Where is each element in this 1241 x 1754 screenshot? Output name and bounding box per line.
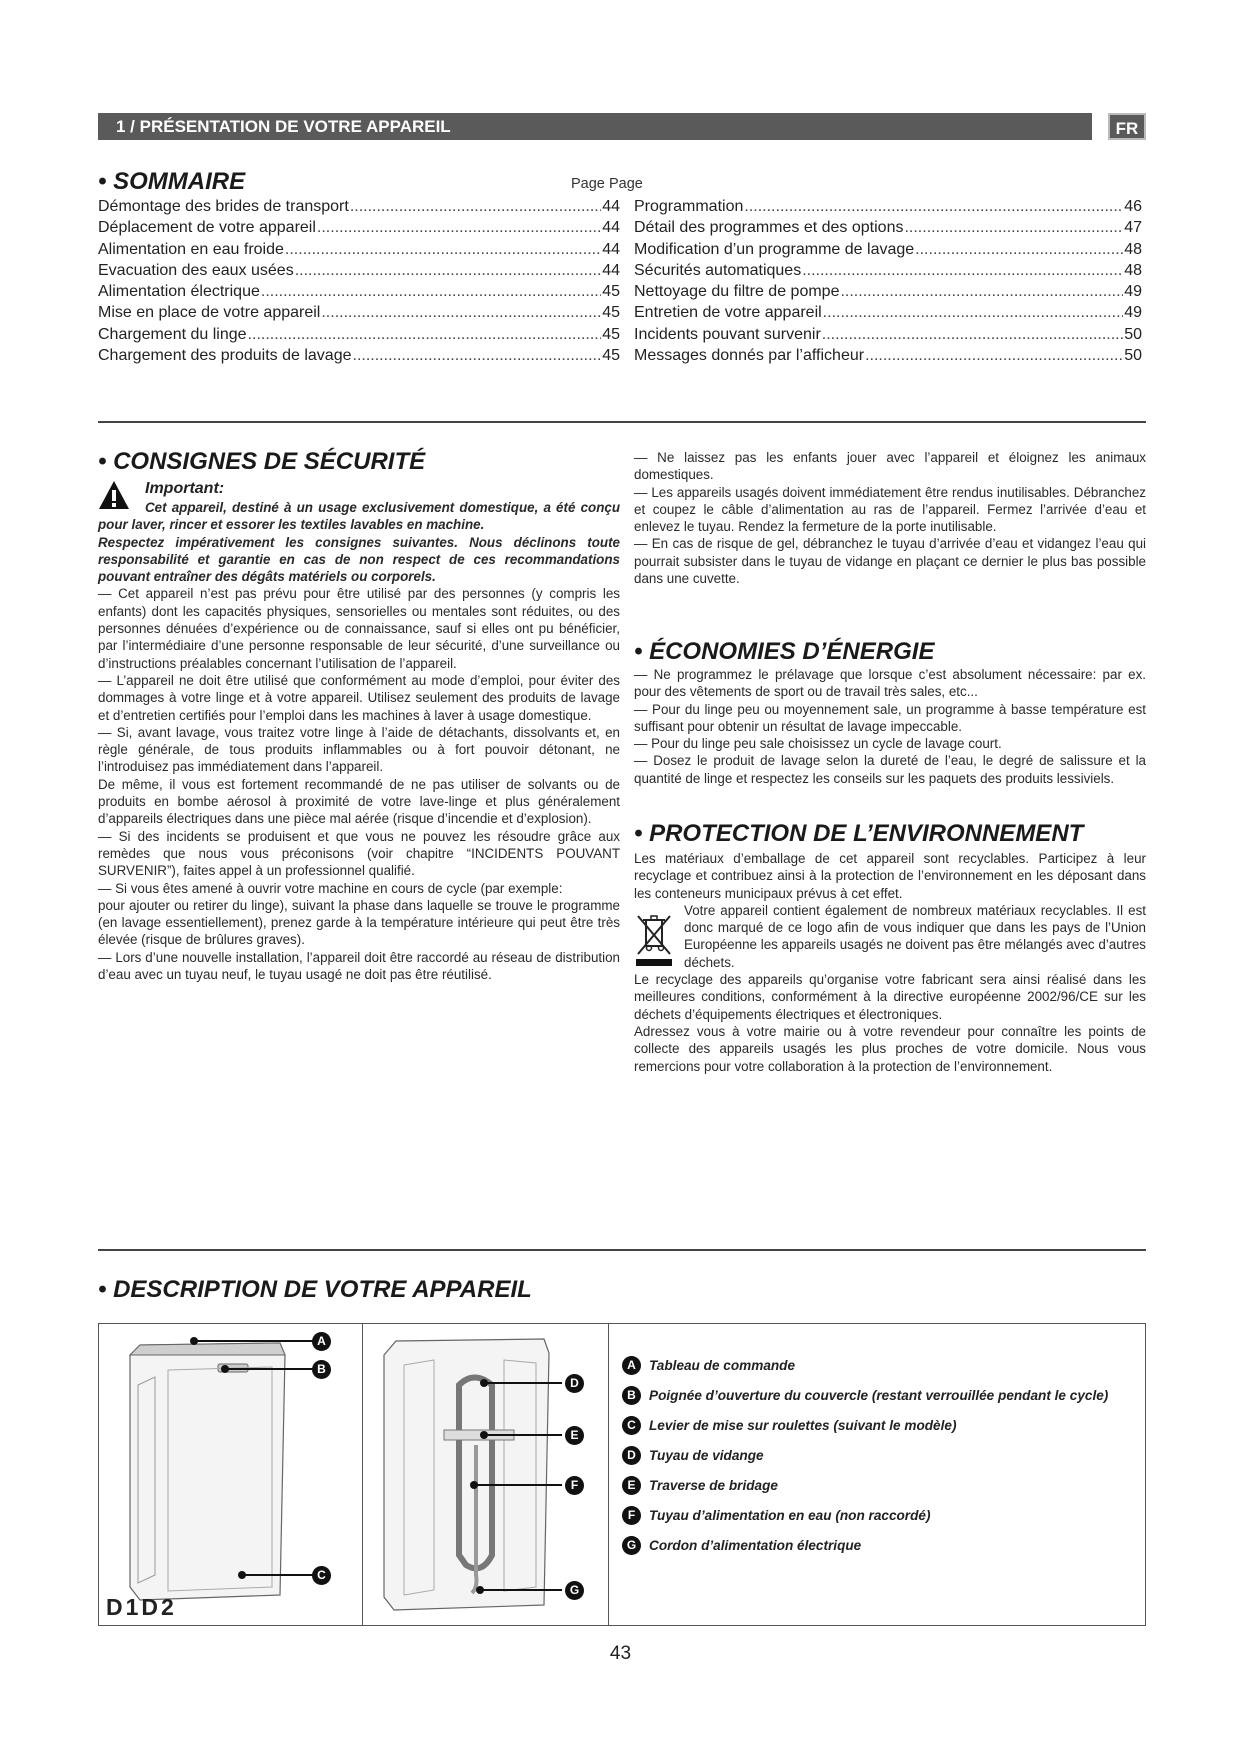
important-text: Cet appareil, destiné à un usage exclusivement domestique, a été conçu pour laver, rincer et essorer les textiles lavables en machine. xyxy=(98,500,620,533)
paragraph: — Ne laissez pas les enfants jouer avec l’appareil et éloignez les animaux domestiques. xyxy=(634,450,1146,483)
legend-item: A Tableau de commande xyxy=(622,1350,1108,1380)
paragraph: — Cet appareil n’est pas prévu pour être utilisé par des personnes (y compris les enfants) dont les capacités physiques, sensorielles ou mentales sont réduites, ou des personnes dénuées d’expérience ou de connaissance, sauf si elles ont pu bénéficier, par l’intermédiaire d’une personne responsable de leur sécurité, d’une surveillance ou d’instructions préalables concernant l’utilisation de l’appareil. xyxy=(98,586,620,671)
paragraph: Le recyclage des appareils qu’organise votre fabricant sera ainsi réalisé dans les meilleures conditions, conformément à la directive européenne 2002/96/CE sur les déchets d’équipements électriques et électroniques. xyxy=(634,972,1146,1022)
toc-right xyxy=(634,196,1142,366)
frame-divider xyxy=(362,1323,363,1626)
paragraph: Les matériaux d’emballage de cet appareil sont recyclables. Participez à leur recyclage et contribuez ainsi à la protection de l’environnement en les déposant dans les conteneurs municipaux prévus à cet effet. xyxy=(634,851,1146,901)
callout-badge-c: C xyxy=(312,1566,331,1585)
page-column-label-left: Page xyxy=(571,176,605,192)
paragraph: — Les appareils usagés doivent immédiatement être rendus inutilisables. Débranchez et coupez le câble d’alimentation au ras de l’appareil. Fermez l’arrivée d’eau et enlevez le tuyau. Rendez la fermeture de la porte inutilisable. xyxy=(634,484,1146,535)
toc-entry[interactable]: Chargement des produits de lavage ..... 45 xyxy=(98,345,620,366)
paragraph: — Pour du linge peu sale choisissez un cycle de lavage court. xyxy=(634,736,1002,752)
legend-item: C Levier de mise sur roulettes (suivant le modèle) xyxy=(622,1410,1108,1440)
legend-item: F Tuyau d’alimentation en eau (non raccordé) xyxy=(622,1500,1108,1530)
toc-entry[interactable]: Chargement du linge ..... 45 xyxy=(98,324,620,345)
toc-entry[interactable]: Détail des programmes et des options ..... 47 xyxy=(634,217,1142,238)
securite-right-column xyxy=(634,449,1146,587)
legend-item: D Tuyau de vidange xyxy=(622,1440,1108,1470)
securite-title: • CONSIGNES DE SÉCURITÉ xyxy=(98,448,426,475)
divider xyxy=(98,1249,1146,1251)
paragraph: — Dosez le produit de lavage selon la dureté de l’eau, le degré de salissure et la quantité de linge et respectez les conseils sur les paquets des produits lessiviels. xyxy=(634,753,1146,786)
frame-divider xyxy=(608,1323,609,1626)
toc-entry[interactable]: Entretien de votre appareil ..... 49 xyxy=(634,302,1142,323)
environnement-column xyxy=(634,850,1146,1075)
page-column-label-right: Page xyxy=(609,176,643,192)
paragraph: Adressez vous à votre mairie ou à votre revendeur pour connaître les points de collecte des appareils usagés les plus proches de votre domicile. Nous vous remercions pour votre collaboration à la protection de l’environnement. xyxy=(634,1023,1146,1074)
description-title: • DESCRIPTION DE VOTRE APPAREIL xyxy=(98,1276,532,1303)
sommaire-title: • SOMMAIRE xyxy=(98,168,246,195)
parts-legend xyxy=(622,1350,1108,1560)
callout-badge-d: D xyxy=(565,1374,584,1393)
paragraph: — Pour du linge peu ou moyennement sale, un programme à basse température est suffisant pour obtenir un résultat de lavage impeccable. xyxy=(634,701,1146,734)
paragraph: — En cas de risque de gel, débranchez le tuyau d’arrivée d’eau et vidangez l’eau qui pourrait subsister dans le tuyau de vidange en plaçant ce dernier le plus bas possible dans une cuvette. xyxy=(634,536,1146,587)
paragraph: — Ne programmez le prélavage que lorsque c’est absolument nécessaire: par ex. pour des vêtements de sport ou de travail très sales, etc... xyxy=(634,667,1146,700)
callout-badge-e: E xyxy=(565,1426,584,1445)
paragraph: De même, il vous est fortement recommandé de ne pas utiliser de solvants ou de produits en bombe aérosol à proximité de votre lave-linge et plus généralement d’appareils électriques dans une pièce mal aérée (risque d’incendie et d’explosion). xyxy=(98,776,620,827)
section-header-bar xyxy=(98,113,1092,140)
toc-entry[interactable]: Messages donnés par l’afficheur ..... 50 xyxy=(634,345,1142,366)
energie-title: • ÉCONOMIES D’ÉNERGIE xyxy=(634,638,935,665)
toc-entry[interactable]: Nettoyage du filtre de pompe ..... 49 xyxy=(634,281,1142,302)
paragraph: — Si des incidents se produisent et que vous ne pouvez les résoudre grâce aux remèdes que nous vous préconisons (voir chapitre “INCIDENTS POUVANT SURVENIR”), faites appel à un professionnel qualifié. xyxy=(98,828,620,879)
callout-badge-g: G xyxy=(565,1581,584,1600)
environnement-title: • PROTECTION DE L’ENVIRONNEMENT xyxy=(634,820,1084,847)
toc-entry[interactable]: Sécurités automatiques ..... 48 xyxy=(634,260,1142,281)
paragraph: — L’appareil ne doit être utilisé que conformément au mode d’emploi, pour éviter des dommages à votre linge et à votre appareil. Utilisez seulement des produits de lavage et d’entretien certifiés pour l’emploi dans les machines à laver à usage domestique. xyxy=(98,672,620,723)
callout-badge-f: F xyxy=(565,1476,584,1495)
toc-entry[interactable]: Evacuation des eaux usées ..... 44 xyxy=(98,260,620,281)
important-text-2: Respectez impérativement les consignes suivantes. Nous déclinons toute responsabilité et garantie en cas de non respect de ces recommandations pouvant entraîner des dégâts matériels ou corporels. xyxy=(98,534,620,585)
model-label: D1D2 xyxy=(106,1594,177,1620)
crossed-bin-icon xyxy=(634,912,674,968)
legend-item: G Cordon d’alimentation électrique xyxy=(622,1530,1108,1560)
energie-column xyxy=(634,666,1146,787)
toc-entry[interactable]: Alimentation électrique ..... 45 xyxy=(98,281,620,302)
page-number: 43 xyxy=(609,1643,632,1664)
paragraph: — Si vous êtes amené à ouvrir votre machine en cours de cycle (par exemple: xyxy=(98,880,563,896)
paragraph: — Lors d’une nouvelle installation, l’appareil doit être raccordé au réseau de distribution d’eau avec un tuyau neuf, le tuyau usagé ne doit pas être réutilisé. xyxy=(98,949,620,983)
language-badge: FR xyxy=(1108,113,1146,140)
toc-entry[interactable]: Programmation ..... 46 xyxy=(634,196,1142,217)
paragraph: pour ajouter ou retirer du linge), suivant la phase dans laquelle se trouve le programme (en lavage essentiellement), prenez garde à la température intérieure qui peut être très élevée (risque de brûlures graves). xyxy=(98,897,620,948)
toc-entry[interactable]: Modification d’un programme de lavage ..... 48 xyxy=(634,239,1142,260)
toc-entry[interactable]: Incidents pouvant survenir ..... 50 xyxy=(634,324,1142,345)
toc-entry[interactable]: Démontage des brides de transport ..... 44 xyxy=(98,196,620,217)
toc-entry[interactable]: Déplacement de votre appareil ..... 44 xyxy=(98,217,620,238)
toc-entry[interactable]: Alimentation en eau froide ..... 44 xyxy=(98,239,620,260)
securite-left-column xyxy=(98,499,620,983)
paragraph: — Si, avant lavage, vous traitez votre linge à l’aide de détachants, dissolvants et, en règle générale, de tous produits inflammables ou à fort pouvoir détonant, ne l’introduisez pas immédiatement dans l’appareil. xyxy=(98,724,620,775)
toc-left xyxy=(98,196,620,366)
divider xyxy=(98,421,1146,423)
legend-item: B Poignée d’ouverture du couvercle (restant verrouillée pendant le cycle) xyxy=(622,1380,1108,1410)
toc-entry[interactable]: Mise en place de votre appareil ..... 45 xyxy=(98,302,620,323)
important-title: Important: xyxy=(145,480,225,497)
section-header-title: 1 / PRÉSENTATION DE VOTRE APPAREIL xyxy=(116,117,451,136)
legend-item: E Traverse de bridage xyxy=(622,1470,1108,1500)
washer-rear-illustration xyxy=(364,1325,606,1624)
callout-badge-b: B xyxy=(312,1360,331,1379)
paragraph: Votre appareil contient également de nombreux matériaux recyclables. Il est donc marqué de ce logo afin de vous indiquer que dans les pays de l’Union Européenne les appareils usagés ne doivent pas être mélangés avec d’autres déchets. xyxy=(684,902,1146,970)
callout-badge-a: A xyxy=(312,1332,331,1351)
